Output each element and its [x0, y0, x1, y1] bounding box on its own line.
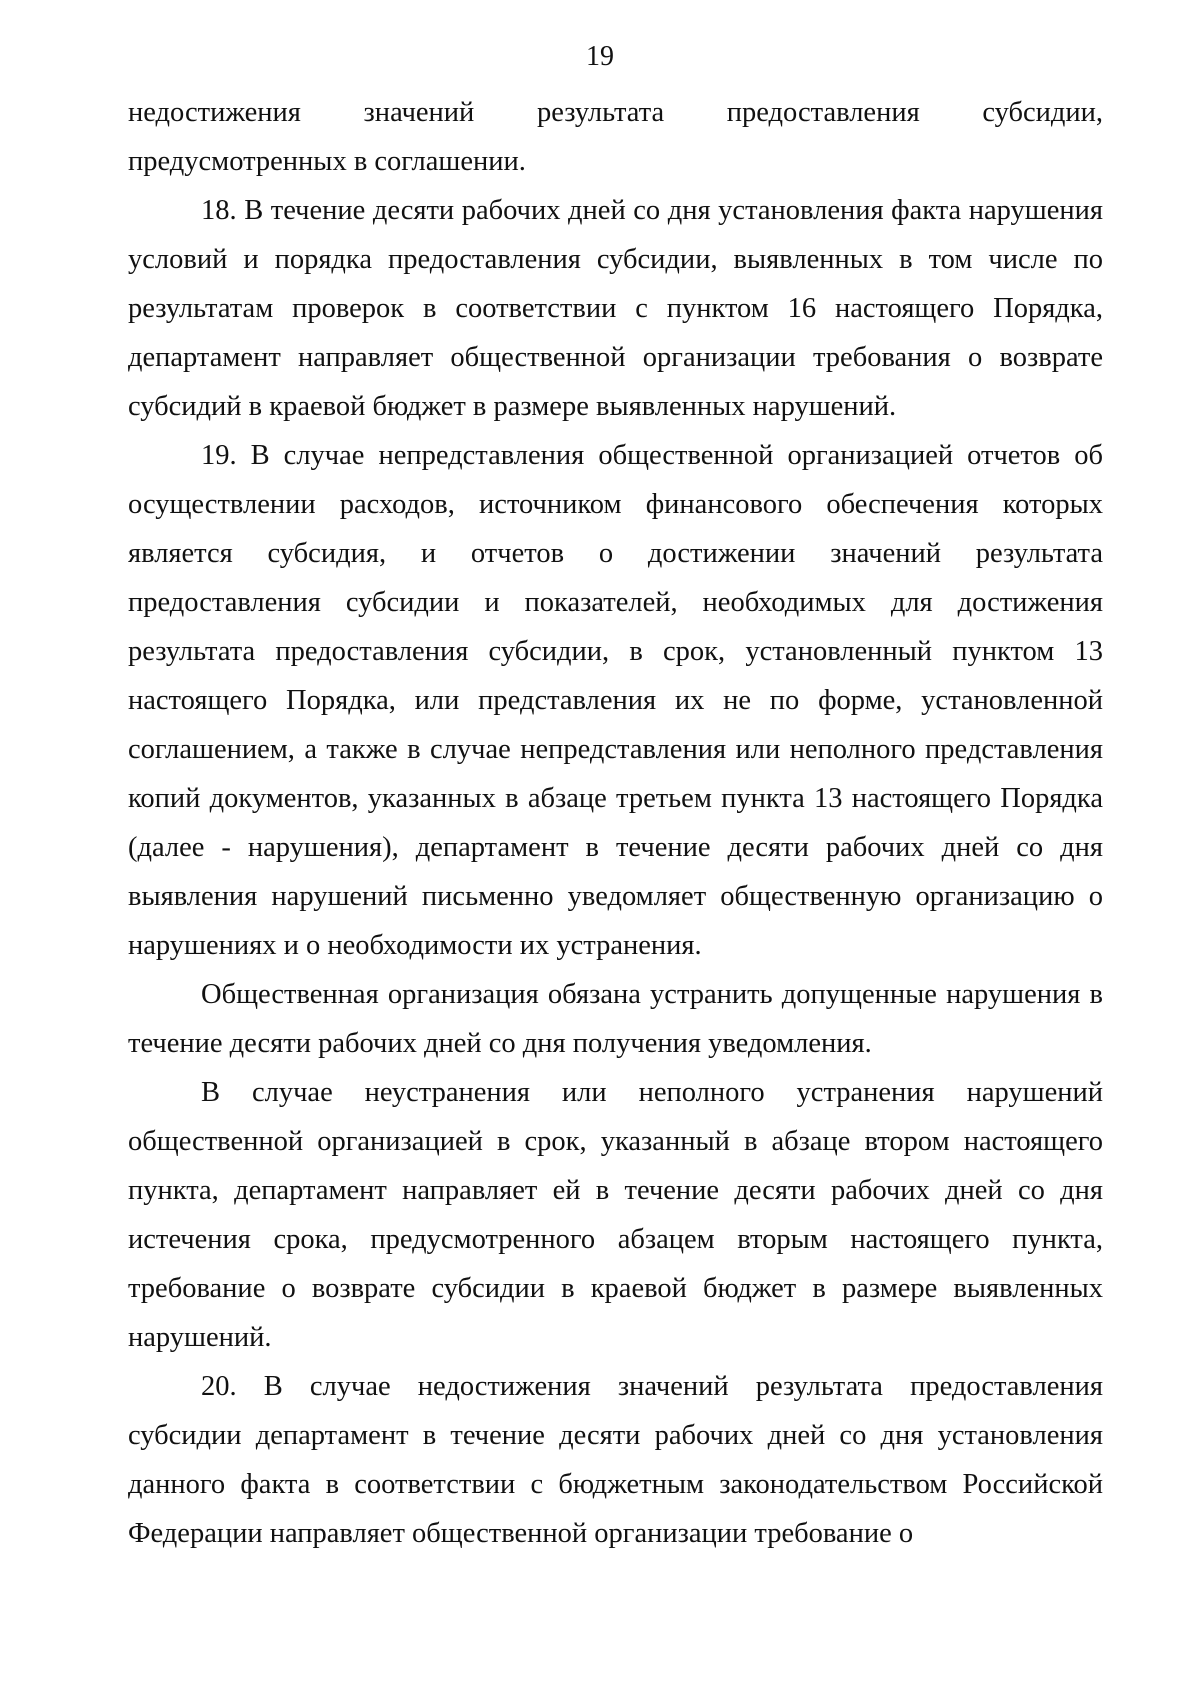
- paragraph-item-20: 20. В случае недостижения значений результата предоставления субсидии департамент в течение десяти рабочих дней со дня установления данного факта в соответствии с бюджетным законодательством Российской Федерации направляет общественной организации требование о: [128, 1371, 1103, 1549]
- paragraph-continuation: недостижения значений результата предоставления субсидии, предусмотренных в соглашении.: [128, 97, 1103, 177]
- page-number: 19: [586, 41, 614, 72]
- document-body: [128, 88, 1103, 1558]
- paragraph-item-19: 19. В случае непредставления общественной организацией отчетов об осуществлении расходов, источником финансового обеспечения которых является субсидия, и отчетов о достижении значений результата предоставления субсидии и показателей, необходимых для достижения результата предоставления субсидии, в срок, установленный пунктом 13 настоящего Порядка, или представления их не по форме, установленной соглашением, а также в случае непредставления или неполного представления копий документов, указанных в абзаце третьем пункта 13 настоящего Порядка (далее - нарушения), департамент в течение десяти рабочих дней со дня выявления нарушений письменно уведомляет общественную организацию о нарушениях и о необходимости их устранения.: [128, 440, 1103, 961]
- paragraph-item-19-third: В случае неустранения или неполного устранения нарушений общественной организацией в срок, указанный в абзаце втором настоящего пункта, департамент направляет ей в течение десяти рабочих дней со дня истечения срока, предусмотренного абзацем вторым настоящего пункта, требование о возврате субсидии в краевой бюджет в размере выявленных нарушений.: [128, 1077, 1103, 1353]
- paragraph-item-19-second: Общественная организация обязана устранить допущенные нарушения в течение десяти рабочих дней со дня получения уведомления.: [128, 979, 1103, 1059]
- paragraph-item-18: 18. В течение десяти рабочих дней со дня установления факта нарушения условий и порядка предоставления субсидии, выявленных в том числе по результатам проверок в соответствии с пунктом 16 настоящего Порядка, департамент направляет общественной организации требования о возврате субсидий в краевой бюджет в размере выявленных нарушений.: [128, 195, 1103, 422]
